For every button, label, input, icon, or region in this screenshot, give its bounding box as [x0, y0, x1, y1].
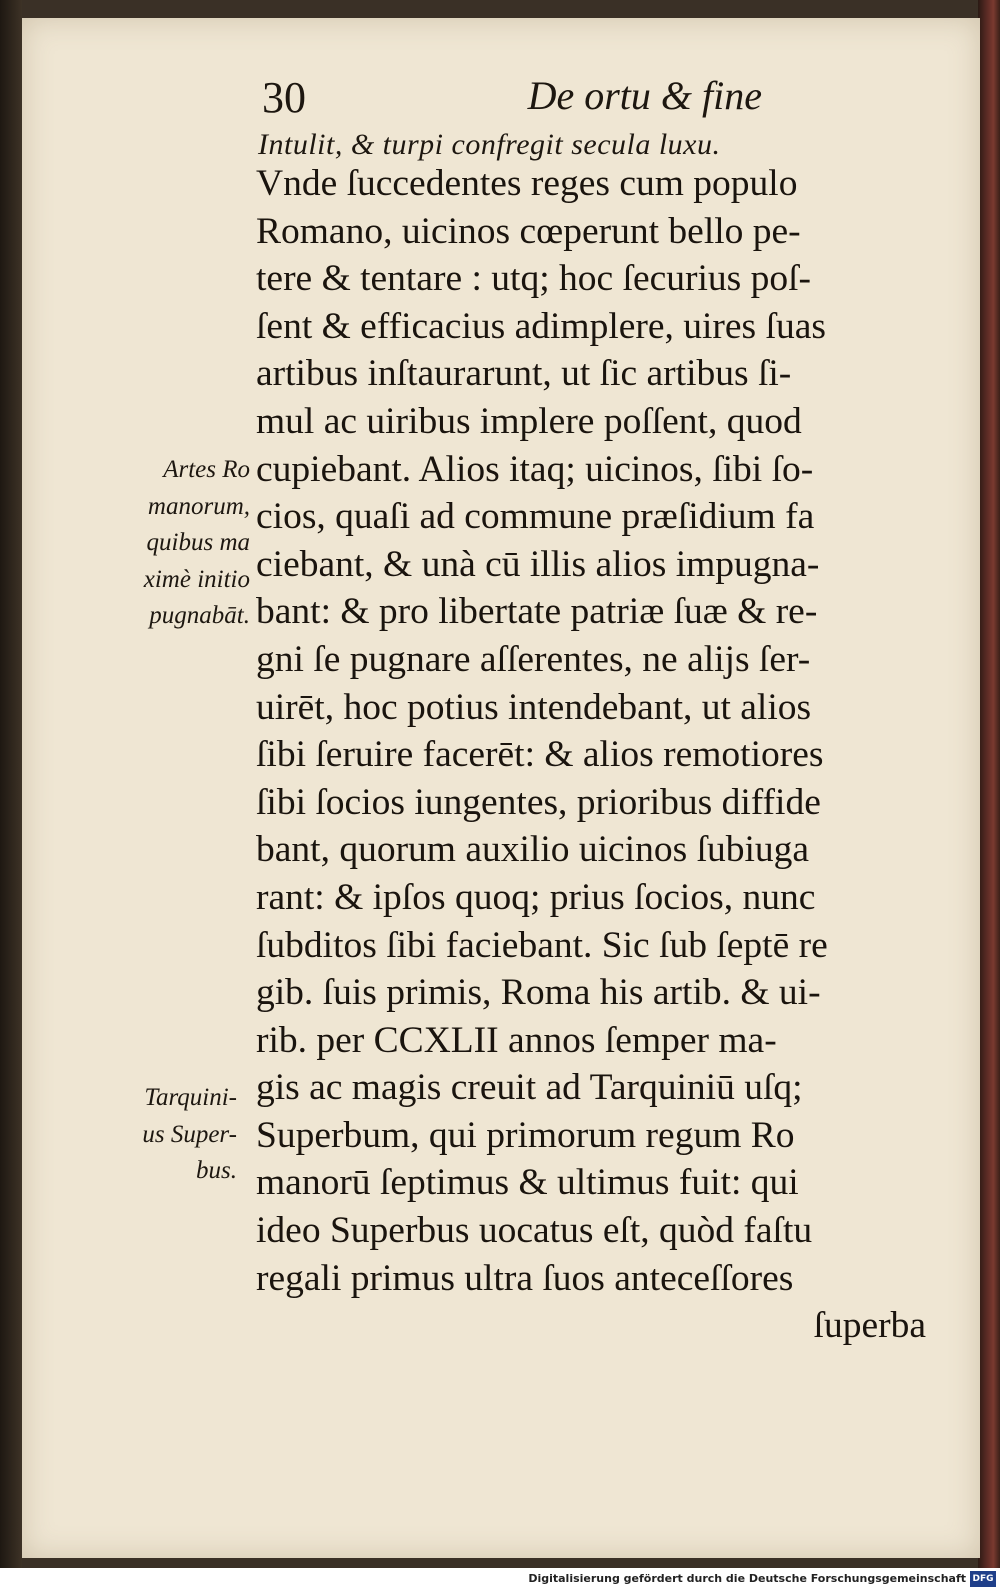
- text-line: cios, quaſi ad commune præſidium fa: [256, 496, 815, 538]
- dfg-logo: DFG: [970, 1571, 996, 1587]
- text-line: tere & tentare : utq; hoc ſecurius poſ-: [256, 258, 812, 300]
- marginal-note-tarquinius: [92, 1080, 237, 1190]
- text-line: regali primus ultra ſuos anteceſſores: [256, 1257, 794, 1299]
- text-line: manorū ſeptimus & ultimus fuit: qui: [256, 1162, 799, 1204]
- verse-quotation: Intulit, & turpi confregit secula luxu.: [258, 128, 721, 161]
- note-line: pugnabāt.: [149, 602, 250, 629]
- text-line: ideo Superbus uocatus eſt, quòd faſtu: [256, 1210, 813, 1252]
- note-line: us Super-: [142, 1120, 237, 1148]
- text-line: ſent & efficacius adimplere, uires ſuas: [256, 305, 826, 347]
- text-line: gib. ſuis primis, Roma his artib. & ui-: [256, 972, 821, 1014]
- body-text: [256, 160, 926, 1350]
- footer-bar: [0, 1568, 1000, 1592]
- note-line: Artes Ro: [163, 456, 250, 483]
- funding-credit: Digitalisierung gefördert durch die Deutsche Forschungsgemeinschaft: [528, 1572, 966, 1585]
- text-line: ſibi ſocios iungentes, prioribus diffide: [256, 781, 821, 823]
- binding-edge-left: [0, 0, 22, 1568]
- text-line: ſubditos ſibi faciebant. Sic ſub ſeptē re: [256, 924, 828, 966]
- page-header: [262, 72, 762, 132]
- text-line: gni ſe pugnare aſſerentes, ne alijs ſer-: [256, 638, 811, 680]
- text-line: bant: & pro libertate patriæ ſuæ & re-: [256, 591, 818, 633]
- running-title: De ortu & fine: [527, 73, 762, 118]
- binding-edge-right: [978, 0, 1000, 1568]
- text-line: gis ac magis creuit ad Tarquiniū uſq;: [256, 1067, 803, 1109]
- marginal-note-artes: [92, 452, 250, 635]
- note-line: manorum,: [147, 492, 250, 520]
- text-line: ciebant, & unà cū illis alios impugna-: [256, 543, 820, 585]
- text-line: Superbum, qui primorum regum Ro: [256, 1114, 795, 1156]
- text-line: ſibi ſeruire facerēt: & alios remotiores: [256, 734, 824, 776]
- note-line: quibus ma: [146, 529, 250, 556]
- page-number: 30: [262, 73, 306, 122]
- text-line: rib. per CCXLII annos ſemper ma-: [256, 1019, 777, 1061]
- text-line: bant, quorum auxilio uicinos ſubiuga: [256, 829, 810, 871]
- text-line: mul ac uiribus implere poſſent, quod: [256, 400, 802, 442]
- text-line: Vnde ſuccedentes reges cum populo: [256, 163, 798, 204]
- note-line: ximè initio: [143, 565, 250, 593]
- text-line: cupiebant. Alios itaq; uicinos, ſibi ſo-: [256, 448, 814, 490]
- text-line: Romano, uicinos cœperunt bello pe-: [256, 210, 801, 252]
- text-line: uirēt, hoc potius intendebant, ut alios: [256, 686, 812, 728]
- text-line: artibus inſtaurarunt, ut ſic artibus ſi-: [256, 353, 792, 395]
- note-line: bus.: [196, 1157, 237, 1184]
- catchword: ſuperba: [813, 1305, 926, 1347]
- note-line: Tarquini-: [144, 1084, 237, 1111]
- text-line: rant: & ipſos quoq; prius ſocios, nunc: [256, 876, 816, 918]
